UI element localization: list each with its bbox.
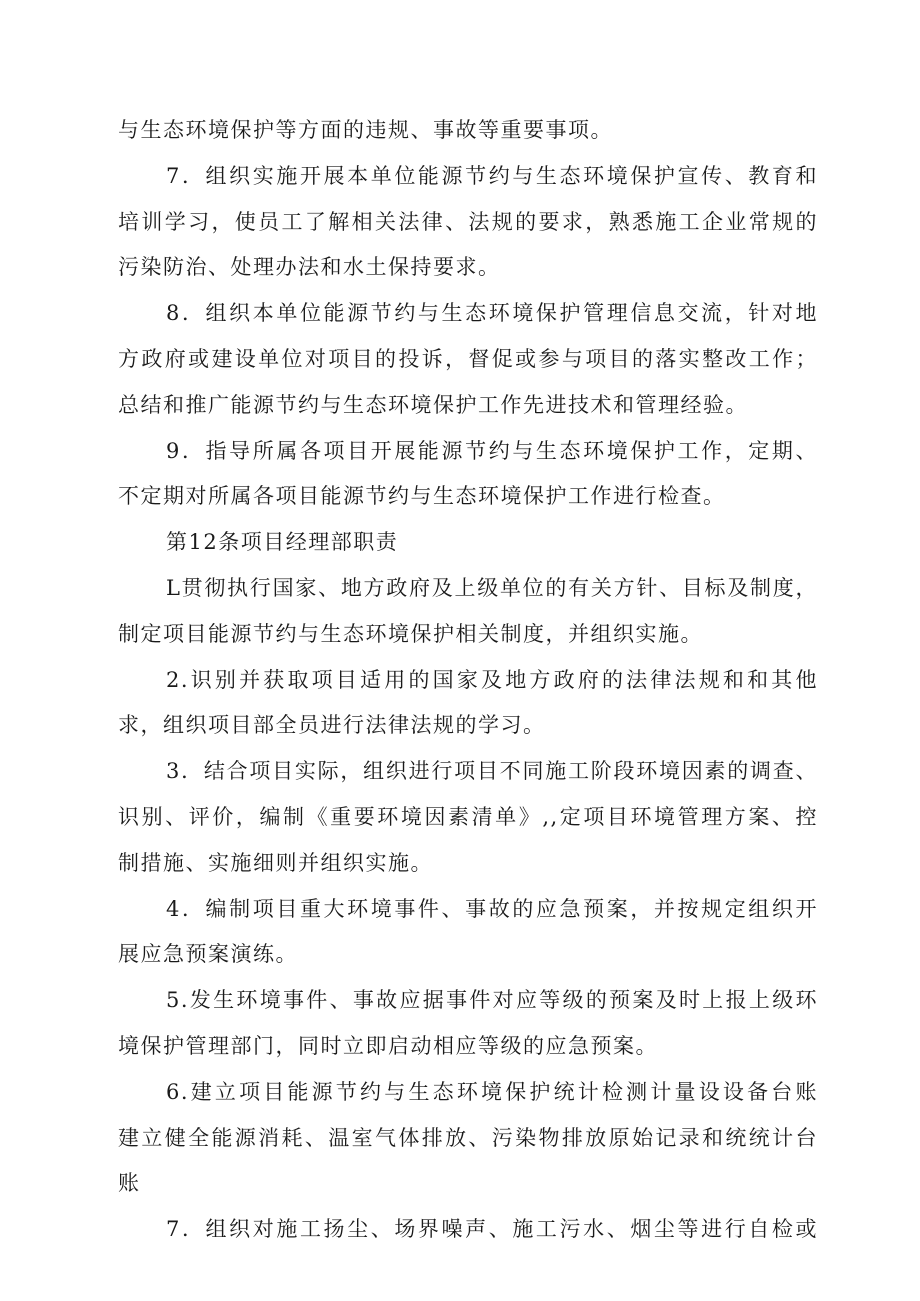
text-line: 不定期对所属各项目能源节约与生态环境保护工作进行检查。 bbox=[118, 484, 726, 509]
text-line: 识别、评价，编制《重要环境因素清单》,,定项目环境管理方案、控 bbox=[118, 804, 818, 829]
item-1-line-1: L贯彻执行国家、地方政府及上级单位的有关方针、目标及制度， bbox=[166, 575, 818, 600]
item-6-line-1: 6.建立项目能源节约与生态环境保护统计检测计量设设备台账 bbox=[166, 1079, 818, 1104]
item-5-line-1: 5.发生环境事件、事故应据事件对应等级的预案及时上报上级环 bbox=[166, 988, 818, 1013]
text-line: 培训学习，使员工了解相关法律、法规的要求，熟悉施工企业常规的 bbox=[118, 209, 818, 234]
text-line: 方政府或建设单位对项目的投诉，督促或参与项目的落实整改工作； bbox=[118, 346, 818, 371]
text-line: 与生态环境保护等方面的违规、事故等重要事项。 bbox=[118, 118, 613, 142]
text-line: 展应急预案演练。 bbox=[118, 942, 298, 967]
section-heading: 第12条项目经理部职责 bbox=[166, 530, 399, 555]
text-line: 污染防治、处理办法和水土保持要求。 bbox=[118, 255, 501, 280]
paragraph-7-line-1: 7．组织实施开展本单位能源节约与生态环境保护宣传、教育和 bbox=[166, 163, 818, 188]
text-line: 建立健全能源消耗、温室气体排放、污染物排放原始记录和统统计台 bbox=[118, 1125, 818, 1150]
text-line: 制定项目能源节约与生态环境保护相关制度，并组织实施。 bbox=[118, 621, 703, 646]
text-line: 制措施、实施细则并组织实施。 bbox=[118, 850, 433, 875]
text-line: 求，组织项目部全员进行法律法规的学习。 bbox=[118, 713, 546, 738]
item-2-line-1: 2.识别并获取项目适用的国家及地方政府的法律法规和和其他 bbox=[166, 667, 818, 692]
item-4-line-1: 4．编制项目重大环境事件、事故的应急预案，并按规定组织开 bbox=[166, 896, 818, 921]
item-3-line-1: 3．结合项目实际，组织进行项目不同施工阶段环境因素的调查、 bbox=[166, 759, 818, 784]
paragraph-9-line-1: 9．指导所属各项目开展能源节约与生态环境保护工作，定期、 bbox=[166, 438, 818, 463]
paragraph-8-line-1: 8．组织本单位能源节约与生态环境保护管理信息交流，针对地 bbox=[166, 301, 818, 326]
text-line: 境保护管理部门，同时立即启动相应等级的应急预案。 bbox=[118, 1033, 658, 1058]
body-text bbox=[118, 108, 818, 1253]
text-line: 总结和推广能源节约与生态环境保护工作先进技术和管理经验。 bbox=[118, 392, 748, 417]
text-line: 账 bbox=[118, 1171, 141, 1196]
item-7-line-1: 7．组织对施工扬尘、场界噪声、施工污水、烟尘等进行自检或 bbox=[166, 1217, 818, 1242]
